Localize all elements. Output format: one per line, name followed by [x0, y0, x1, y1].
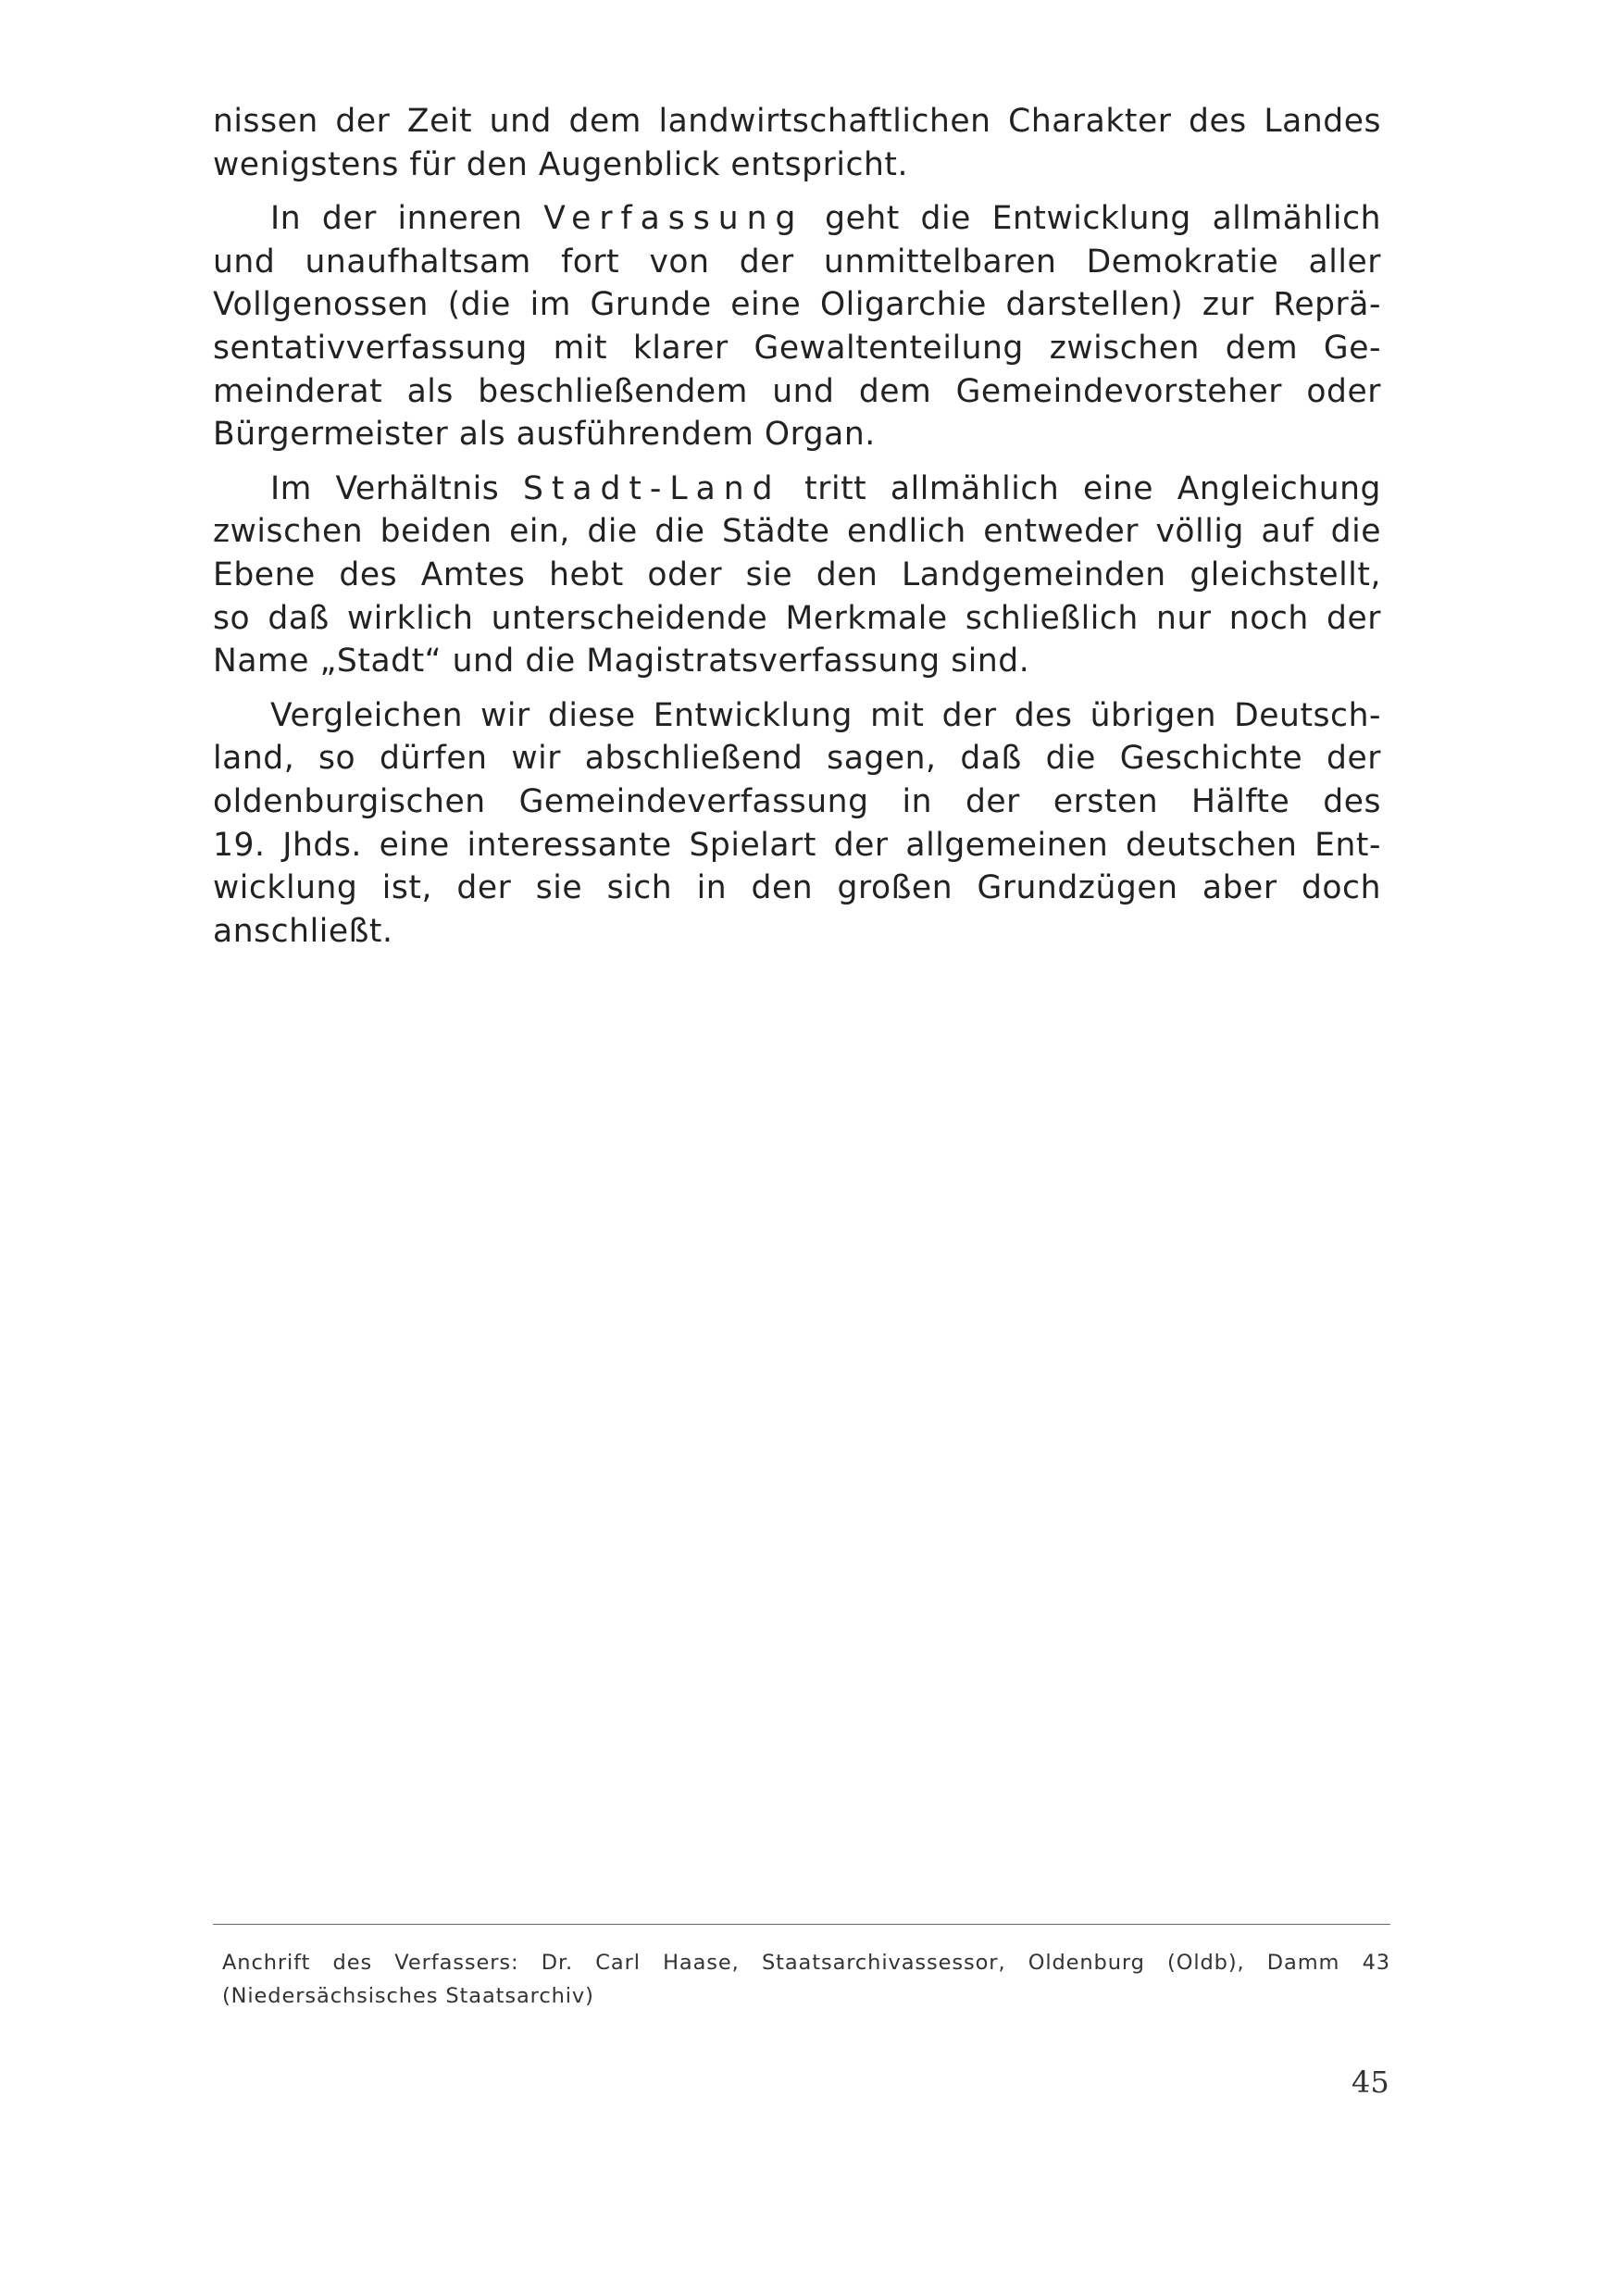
paragraph-3-line-4: so daß wirklich unterscheidende Merkmale schließlich nur noch der [213, 599, 1381, 637]
paragraph-2-line-3: Vollgenossen (die im Grunde eine Oligarchie darstellen) zur Reprä- [213, 286, 1381, 324]
paragraph-1-line-2: wenigstens für den Augenblick entspricht. [213, 145, 909, 183]
spaced-term-stadt-land: Stadt-Land [522, 469, 781, 507]
paragraph-1-line-1: nissen der Zeit und dem landwirtschaftlichen Charakter des Landes [213, 103, 1381, 140]
paragraph-3-lead: Im Verhältnis [270, 469, 523, 507]
paragraph-2-lead: In der inneren [270, 200, 544, 238]
paragraph-2-line-5: meinderat als beschließendem und dem Gemeindevorsteher oder [213, 372, 1381, 410]
footnote-line-1: Anchrift des Verfassers: Dr. Carl Haase, Staatsarchivassessor, Oldenburg (Oldb), Damm 43 [222, 1951, 1390, 1975]
paragraph-4-line-6: anschließt. [213, 912, 393, 950]
paragraph-2-line-6: Bürgermeister als ausführendem Organ. [213, 416, 876, 454]
spaced-term-verfassung: Verfassung [543, 200, 804, 238]
paragraph-3-line-1 [213, 468, 1381, 511]
paragraph-3-tail: tritt allmählich eine Angleichung [780, 469, 1381, 507]
paragraph-4-line-3: oldenburgischen Gemeindeverfassung in der ersten Hälfte des [213, 782, 1381, 820]
paragraph-4-line-2: land, so dürfen wir abschließend sagen, daß die Geschichte der [213, 740, 1381, 778]
paragraph-3-line-3: Ebene des Amtes hebt oder sie den Landgemeinden gleichstellt, [213, 555, 1381, 593]
page-number: 45 [1352, 2065, 1389, 2100]
paragraph-2-tail: geht die Entwicklung allmählich [804, 200, 1382, 238]
footnote-line-2: (Niedersächsisches Staatsarchiv) [222, 1984, 594, 2008]
paragraph-3-line-5: Name „Stadt“ und die Magistratsverfassung sind. [213, 643, 1030, 680]
paragraph-3-line-2: zwischen beiden ein, die die Städte endlich entweder völlig auf die [213, 513, 1381, 551]
paragraph-4-line-5: wicklung ist, der sie sich in den großen Grundzügen aber doch [213, 869, 1381, 907]
paragraph-2-line-1 [213, 197, 1381, 241]
footnote [222, 1946, 1390, 2013]
paragraph-2-line-2: und unaufhaltsam fort von der unmittelbaren Demokratie aller [213, 243, 1381, 281]
body-text [213, 100, 1381, 953]
footnote-rule [213, 1924, 1390, 1925]
paragraph-2-line-4: sentativverfassung mit klarer Gewaltenteilung zwischen dem Ge- [213, 329, 1381, 367]
paragraph-4-line-4: 19. Jhds. eine interessante Spielart der allgemeinen deutschen Ent- [213, 826, 1381, 864]
paragraph-4-line-1: Vergleichen wir diese Entwicklung mit der des übrigen Deutsch- [270, 696, 1381, 734]
